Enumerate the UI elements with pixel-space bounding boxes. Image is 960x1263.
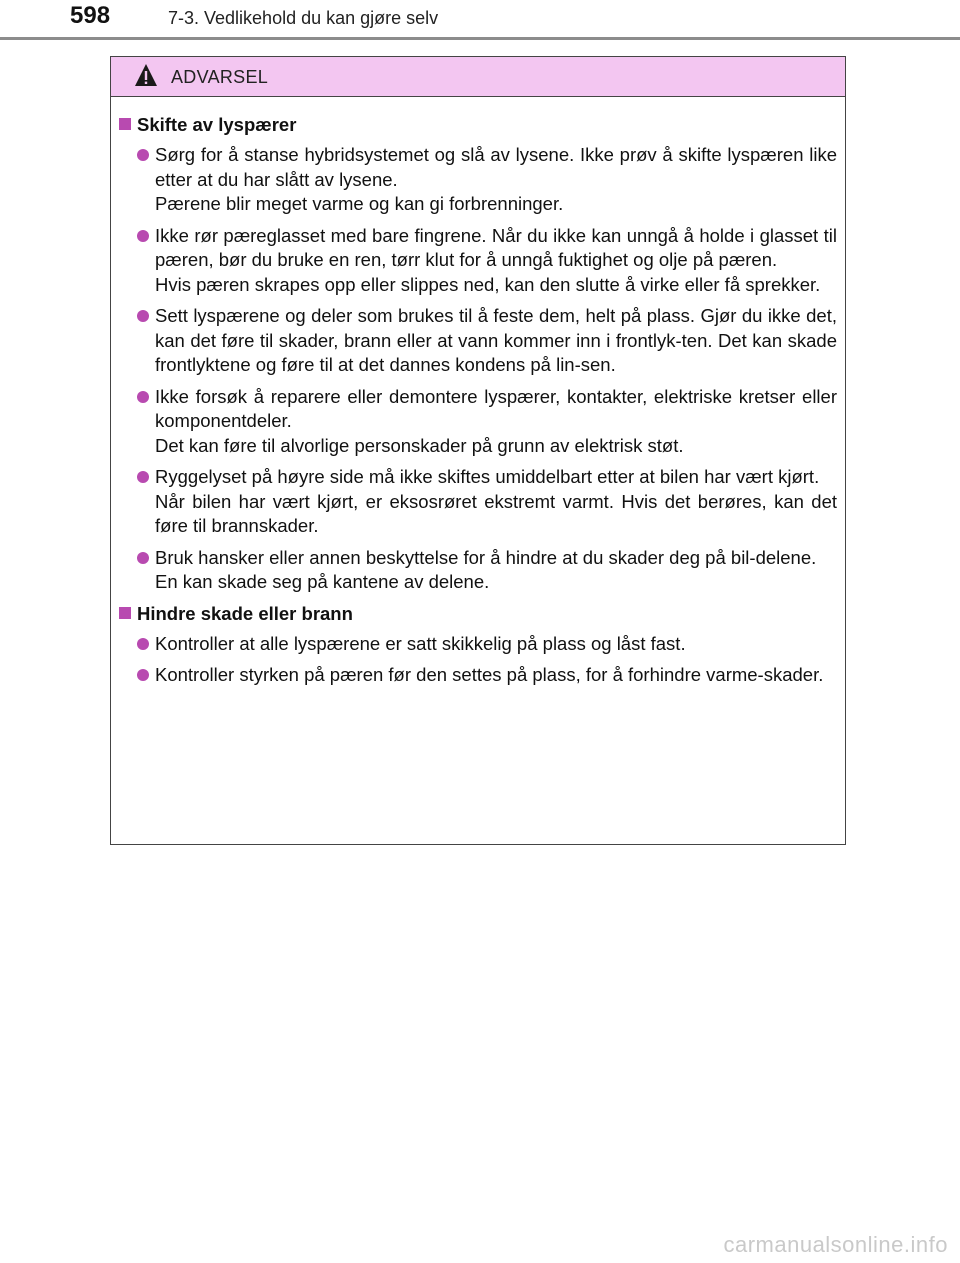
header-rule bbox=[0, 37, 960, 40]
list-item bbox=[111, 304, 845, 378]
list-item-text: Sett lyspærene og deler som brukes til å feste dem, helt på plass. Gjør du ikke det, kan det føre til skader, brann eller at vann kommer inn i frontlyk-ten. Det kan skade frontlyktene og føre til at det dannes kondens på lin-sen. bbox=[155, 305, 837, 375]
page-number: 598 bbox=[70, 2, 111, 29]
list-item-text: Kontroller at alle lyspærene er satt skikkelig på plass og låst fast. bbox=[155, 632, 686, 654]
square-bullet-icon bbox=[119, 607, 131, 619]
warning-box bbox=[110, 56, 846, 845]
circle-bullet-icon bbox=[137, 310, 149, 322]
list-item bbox=[111, 632, 845, 657]
list-item-text: En kan skade seg på kantene av delene. bbox=[155, 571, 490, 592]
list-item-text: Kontroller styrken på pæren før den settes på plass, for å forhindre varme-skader. bbox=[155, 664, 824, 685]
list-item-text: Ryggelyset på høyre side må ikke skiftes umiddelbart etter at bilen har vært kjørt. bbox=[155, 466, 820, 487]
list-item-text: Ikke rør pæreglasset med bare fingrene. Når du ikke kan unngå å holde i glasset til pæren, bør du bruke en ren, tørr klut for å unngå fuktighet og olje på pæren. bbox=[155, 224, 837, 270]
list-item bbox=[111, 546, 845, 595]
list-item-text: Når bilen har vært kjørt, er eksosrøret ekstremt varmt. Hvis det berøres, kan det føre til brannskader. bbox=[155, 490, 837, 536]
list-item-text: Bruk hansker eller annen beskyttelse for å hindre at du skader deg på bil-delene. bbox=[155, 546, 817, 568]
list-item bbox=[111, 143, 845, 217]
square-bullet-icon bbox=[119, 118, 131, 130]
list-item bbox=[111, 385, 845, 459]
list-item-text: Ikke forsøk å reparere eller demontere lyspærer, kontakter, elektriske kretser eller komponentdeler. bbox=[155, 385, 837, 431]
footer-watermark: carmanualsonline.info bbox=[723, 1232, 948, 1257]
warning-triangle-icon bbox=[134, 63, 158, 87]
circle-bullet-icon bbox=[137, 149, 149, 161]
circle-bullet-icon bbox=[137, 391, 149, 403]
section-heading-text: Hindre skade eller brann bbox=[137, 602, 353, 624]
list-item bbox=[111, 663, 845, 688]
circle-bullet-icon bbox=[137, 471, 149, 483]
section-heading-text: Skifte av lyspærer bbox=[137, 114, 297, 135]
circle-bullet-icon bbox=[137, 669, 149, 681]
list-item bbox=[111, 224, 845, 298]
page-header bbox=[0, 0, 960, 40]
warning-body bbox=[111, 113, 845, 695]
section-title: 7-3. Vedlikehold du kan gjøre selv bbox=[168, 8, 439, 28]
list-item bbox=[111, 465, 845, 539]
circle-bullet-icon bbox=[137, 638, 149, 650]
section-heading bbox=[119, 602, 845, 626]
section-heading bbox=[119, 113, 845, 137]
warning-header bbox=[111, 57, 845, 97]
warning-label: ADVARSEL bbox=[171, 67, 269, 87]
list-item-text: Hvis pæren skrapes opp eller slippes ned, kan den slutte å virke eller få sprekker. bbox=[155, 273, 821, 295]
list-item-text: Det kan føre til alvorlige personskader på grunn av elektrisk støt. bbox=[155, 434, 684, 456]
list-item-text: Pærene blir meget varme og kan gi forbrenninger. bbox=[155, 193, 564, 214]
circle-bullet-icon bbox=[137, 230, 149, 242]
list-item-text: Sørg for å stanse hybridsystemet og slå av lysene. Ikke prøv å skifte lyspæren like etter at du har slått av lysene. bbox=[155, 144, 837, 190]
circle-bullet-icon bbox=[137, 552, 149, 564]
